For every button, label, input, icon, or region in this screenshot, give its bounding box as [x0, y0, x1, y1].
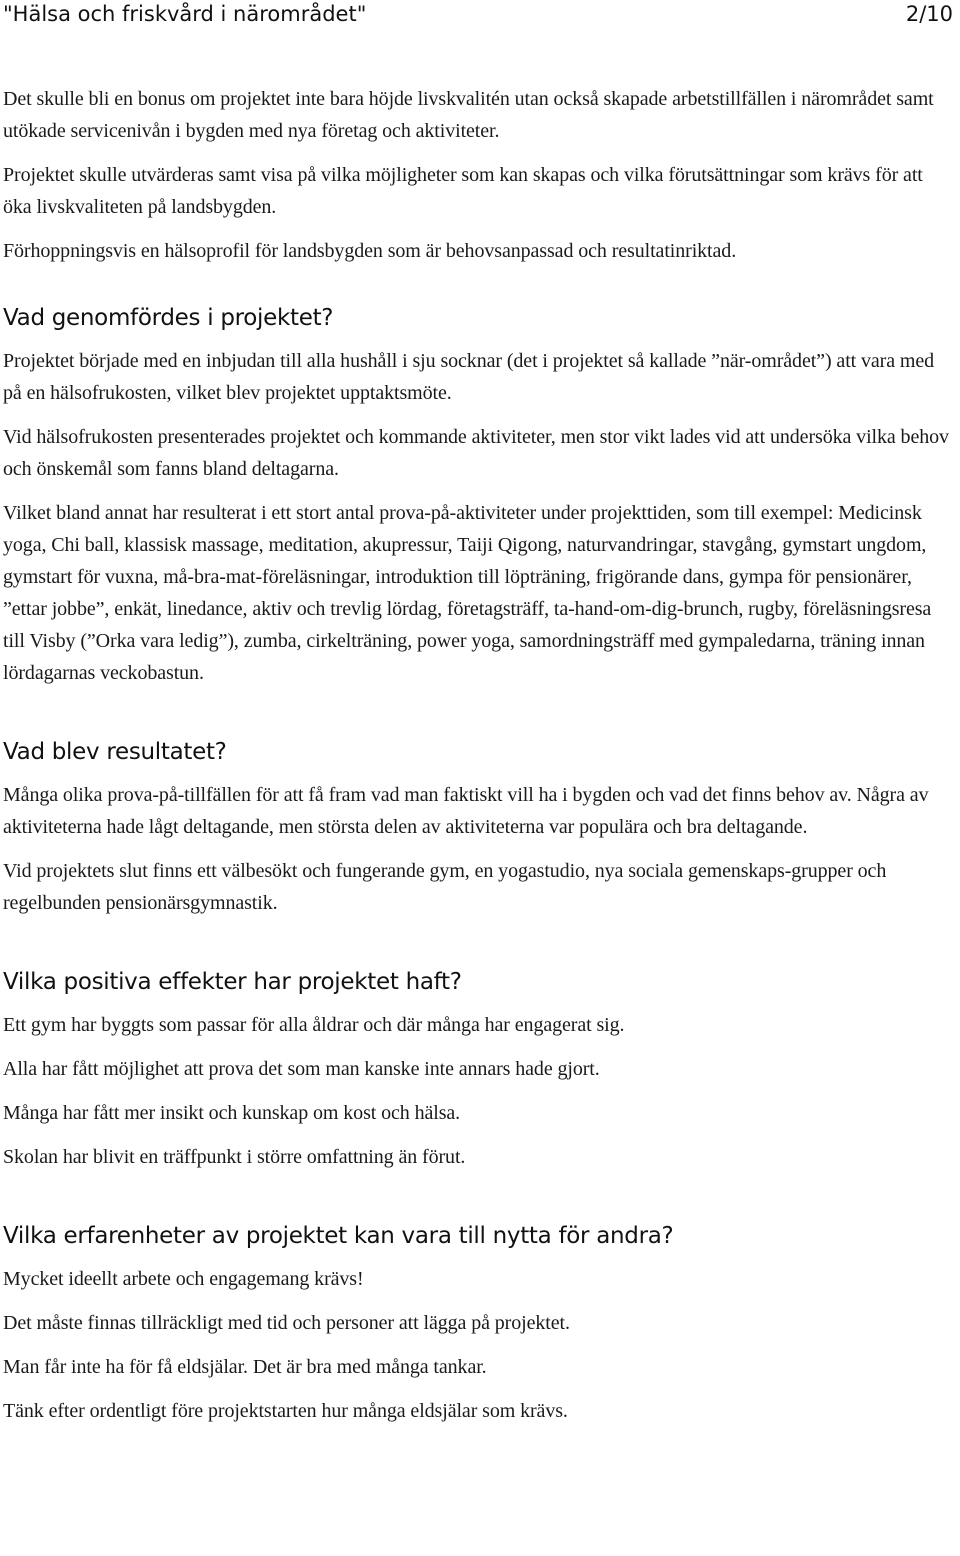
section-heading-genomfordes: Vad genomfördes i projektet? — [3, 305, 334, 331]
page-number: 2/10 — [905, 2, 953, 26]
section-heading-positiva-effekter: Vilka positiva effekter har projektet haft? — [3, 969, 462, 995]
list-item: Mycket ideellt arbete och engagemang krävs! — [3, 1268, 364, 1290]
body-paragraph: Många olika prova-på-tillfällen för att få fram vad man faktiskt vill ha i bygden och vad det finns behov av. Några av aktiviteterna hade lågt deltagande, men största delen av aktiviteterna var populära och bra deltagande. — [3, 784, 929, 838]
document-title: "Hälsa och friskvård i närområdet" — [3, 2, 367, 26]
body-paragraph: Projektet började med en inbjudan till alla hushåll i sju socknar (det i projektet så kallade ”när-området”) att vara med på en hälsofrukosten, vilket blev projektet upptaktsmöte. — [3, 350, 935, 404]
list-item: Ett gym har byggts som passar för alla åldrar och där många har engagerat sig. — [3, 1014, 625, 1036]
intro-paragraph: Projektet skulle utvärderas samt visa på vilka möjligheter som kan skapas och vilka förutsättningar som krävs för att öka livskvaliteten på landsbygden. — [3, 164, 923, 218]
body-paragraph: Vid projektets slut finns ett välbesökt och fungerande gym, en yogastudio, nya sociala gemenskaps-grupper och regelbunden pensionärsgymnastik. — [3, 860, 887, 914]
list-item: Alla har fått möjlighet att prova det som man kanske inte annars hade gjort. — [3, 1058, 600, 1080]
experiences-list — [3, 1263, 953, 1427]
effects-list — [3, 1009, 953, 1173]
document-body — [3, 83, 953, 1439]
section-heading-resultatet: Vad blev resultatet? — [3, 739, 227, 765]
body-paragraph: Vilket bland annat har resulterat i ett stort antal prova-på-aktiviteter under projekttiden, som till exempel: Medicinsk yoga, Chi ball, klassisk massage, meditation, akupressur, Taiji Qigong, naturvandringar, stavgång, gymstart ungdom, gymstart för vuxna, må-bra-mat-föreläsningar, introduktion till löpträning, frigörande dans, gympa för pensionärer, ”ettar jobbe”, enkät, linedance, aktiv och trevlig lördag, företagsträff, ta-hand-om-dig-brunch, rugby, föreläsningsresa till Visby (”Orka vara ledig”), zumba, cirkelträning, power yoga, samordningsträff med gympaledarna, träning innan lördagarnas veckobastun. — [3, 502, 932, 684]
section-heading-erfarenheter: Vilka erfarenheter av projektet kan vara till nytta för andra? — [3, 1223, 674, 1249]
list-item: Man får inte ha för få eldsjälar. Det är bra med många tankar. — [3, 1356, 487, 1378]
intro-paragraph: Förhoppningsvis en hälsoprofil för landsbygden som är behovsanpassad och resultatinriktad. — [3, 240, 737, 262]
list-item: Skolan har blivit en träffpunkt i större omfattning än förut. — [3, 1146, 466, 1168]
list-item: Tänk efter ordentligt före projektstarten hur många eldsjälar som krävs. — [3, 1400, 568, 1422]
intro-paragraph: Det skulle bli en bonus om projektet inte bara höjde livskvalitén utan också skapade arbetstillfällen i närområdet samt utökade servicenivån i bygden med nya företag och aktiviteter. — [3, 88, 934, 142]
body-paragraph: Vid hälsofrukosten presenterades projektet och kommande aktiviteter, men stor vikt lades vid att undersöka vilka behov och önskemål som fanns bland deltagarna. — [3, 426, 949, 480]
list-item: Det måste finnas tillräckligt med tid och personer att lägga på projektet. — [3, 1312, 570, 1334]
list-item: Många har fått mer insikt och kunskap om kost och hälsa. — [3, 1102, 461, 1124]
page-header — [3, 0, 953, 30]
